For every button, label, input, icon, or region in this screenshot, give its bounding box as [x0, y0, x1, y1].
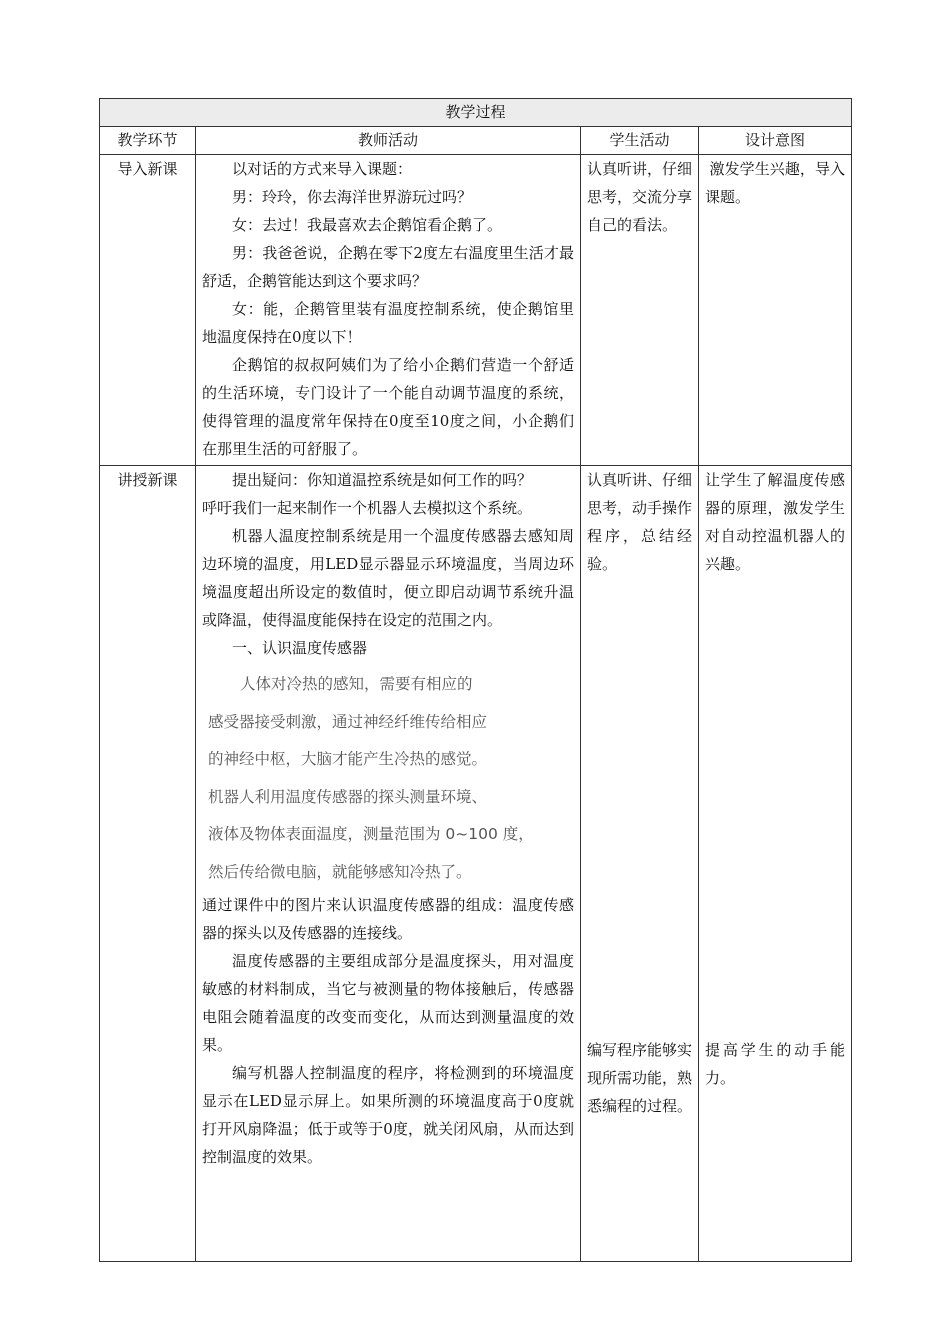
teacher-activity-cell — [196, 466, 581, 1262]
student-activity-text: 认真听讲、仔细思考，动手操作程序，总结经验。 — [587, 471, 693, 573]
figure-line: 的神经中枢，大脑才能产生冷热的感觉。 — [208, 750, 488, 768]
table-row — [100, 155, 852, 466]
table-header-row — [100, 127, 852, 155]
student-activity-text: 编写程序能够实现所需功能，熟悉编程的过程。 — [587, 1041, 693, 1115]
design-intent-cell: 激发学生兴趣，导入课题。 — [699, 155, 852, 466]
header-stage: 教学环节 — [100, 127, 196, 155]
header-teacher: 教师活动 — [196, 127, 581, 155]
paragraph: 以对话的方式来导入课题： — [232, 160, 413, 178]
header-design: 设计意图 — [699, 127, 852, 155]
student-activity-cell: 认真听讲，仔细思考，交流分享自己的看法。 — [581, 155, 699, 466]
student-activity-cell — [581, 466, 699, 1262]
figure-line: 机器人利用温度传感器的探头测量环境、 — [208, 787, 488, 806]
dialogue-line: 女：能，企鹅管里装有温度控制系统，使企鹅馆里地温度保持在0度以下！ — [202, 300, 574, 346]
paragraph: 企鹅馆的叔叔阿姨们为了给小企鹅们营造一个舒适的生活环境，专门设计了一个能自动调节温度的系统，使得管理的温度常年保持在0度至10度之间，小企鹅们在那里生活的可舒服了。 — [202, 356, 574, 458]
dialogue-line: 女：去过！我最喜欢去企鹅馆看企鹅了。 — [232, 216, 503, 234]
paragraph: 通过课件中的图片来认识温度传感器的组成：温度传感器的探头以及传感器的连接线。 — [202, 896, 574, 942]
paragraph: 机器人温度控制系统是用一个温度传感器去感知周边环境的温度，用LED显示器显示环境温度，当周边环境温度超出所设定的数值时，便立即启动调节系统升温或降温，使得温度能保持在设定的范围之内。 — [202, 527, 574, 629]
paragraph: 提出疑问：你知道温控系统是如何工作的吗？ — [232, 471, 533, 489]
design-intent-text: 提高学生的动手能力。 — [705, 1041, 846, 1087]
design-intent-text: 让学生了解温度传感器的原理，激发学生对自动控温机器人的兴趣。 — [705, 471, 846, 573]
dialogue-line: 男：我爸爸说，企鹅在零下2度左右温度里生活才最舒适，企鹅管能达到这个要求吗？ — [202, 244, 574, 290]
design-intent-cell — [699, 466, 852, 1262]
sensor-figure-text — [202, 666, 574, 891]
figure-line: 然后传给微电脑，就能够感知冷热了。 — [208, 862, 472, 881]
paragraph: 温度传感器的主要组成部分是温度探头，用对温度敏感的材料制成，当它与被测量的物体接触后，传感器电阻会随着温度的改变而变化，从而达到测量温度的效果。 — [202, 952, 574, 1054]
teaching-process-table — [99, 98, 852, 1262]
figure-line: 液体及物体表面温度，测量范围为 0~100 度， — [208, 825, 534, 843]
table-title: 教学过程 — [100, 99, 852, 127]
stage-cell: 导入新课 — [100, 155, 196, 466]
paragraph: 编写机器人控制温度的程序，将检测到的环境温度显示在LED显示屏上。如果所测的环境温度高于0度就打开风扇降温；低于或等于0度，就关闭风扇，从而达到控制温度的效果。 — [202, 1064, 574, 1166]
section-heading: 一、认识温度传感器 — [232, 639, 368, 657]
table-row — [100, 466, 852, 1262]
dialogue-line: 男：玲玲，你去海洋世界游玩过吗？ — [232, 188, 473, 206]
figure-line: 人体对冷热的感知，需要有相应的 — [240, 675, 473, 693]
header-student: 学生活动 — [581, 127, 699, 155]
figure-line: 感受器接受刺激，通过神经纤维传给相应 — [208, 712, 488, 731]
paragraph: 呼吁我们一起来制作一个机器人去模拟这个系统。 — [202, 499, 533, 517]
teacher-activity-cell — [196, 155, 581, 466]
stage-cell: 讲授新课 — [100, 466, 196, 1262]
